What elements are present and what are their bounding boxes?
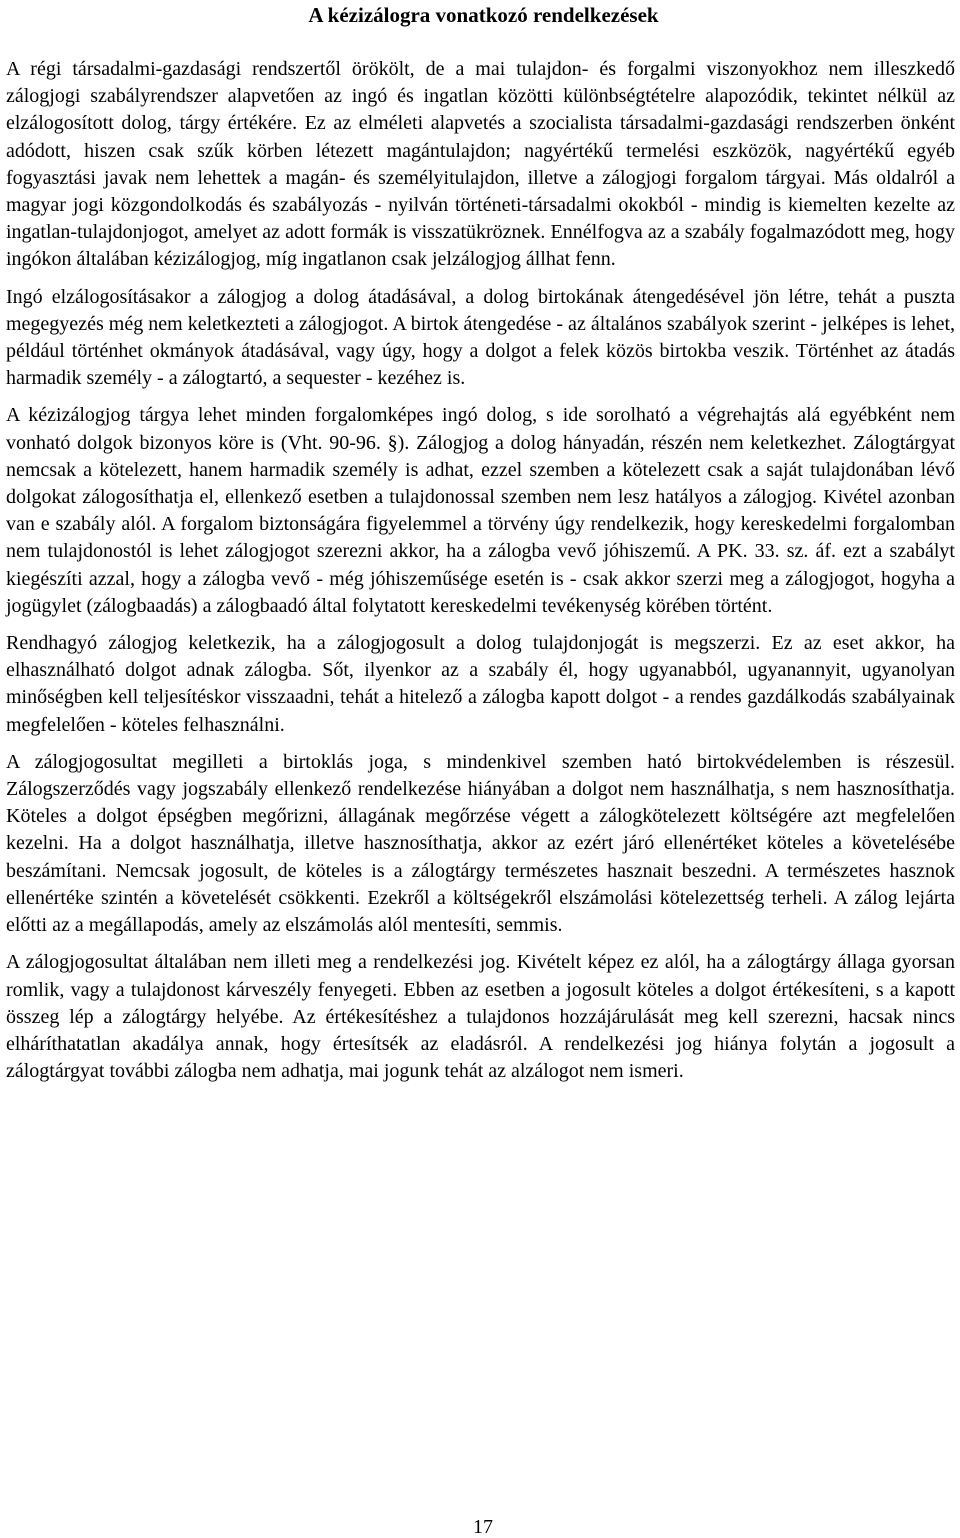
paragraph-2: Ingó elzálogosításakor a zálogjog a dolog átadásával, a dolog birtokának átengedésével jön létre, tehát a puszta megegyezés még nem keletkezteti a zálogjogot. A birtok átengedése - az általános szabályok szerint - jelképes is lehet, például történhet okmányok átadásával, vagy úgy, hogy a dolgot a felek közös birtokba veszik. Történhet az átadás harmadik személy - a zálogtartó, a sequester - kezéhez is. xyxy=(6,285,955,390)
page-title: A kézizálogra vonatkozó rendelkezések xyxy=(308,3,659,27)
paragraph-3: A kézizálogjog tárgya lehet minden forgalomképes ingó dolog, s ide sorolható a végrehajtás alá egyébként nem vonható dolgok bizonyos köre is (Vht. 90-96. §). Zálogjog a dolog hányadán, részén nem keletkezhet. Zálogtárgyat nemcsak a kötelezett, hanem harmadik személy is adhat, ezzel szemben a kötelezett csak a saját tulajdonában lévő dolgokat zálogosíthatja el, ellenkező esetben a tulajdonossal szemben nem lesz hatályos a zálogjog. Kivétel azonban van e szabály alól. A forgalom biztonságára figyelemmel a törvény úgy rendelkezik, hogy kereskedelmi forgalomban nem tulajdonostól is lehet zálogjogot szerezni akkor, ha a zálogba vevő jóhiszemű. A PK. 33. sz. áf. ezt a szabályt kiegészíti azzal, hogy a zálogba vevő - még jóhiszeműsége esetén is - csak akkor szerzi meg a zálogjogot, hogyha a jogügylet (zálogbaadás) a zálogbaadó által folytatott kereskedelmi tevékenység körében történt. xyxy=(6,404,955,617)
page-number: 17 xyxy=(473,1516,493,1538)
document-page xyxy=(6,0,955,1085)
paragraph-4: Rendhagyó zálogjog keletkezik, ha a zálogjogosult a dolog tulajdonjogát is megszerzi. Ez az eset akkor, ha elhasználható dolgot adnak zálogba. Sőt, ilyenkor az a szabály él, hogy ugyanabból, ugyanannyit, ugyanolyan minőségben kell teljesítéskor visszaadni, tehát a hitelező a zálogba kapott dolgot - a rendes gazdálkodás szabályainak megfelelően - köteles felhasználni. xyxy=(6,632,955,736)
paragraph-6: A zálogjogosultat általában nem illeti meg a rendelkezési jog. Kivételt képez ez alól, ha a zálogtárgy állaga gyorsan romlik, vagy a tulajdonost kárveszély fenyegeti. Ebben az esetben a jogosult köteles a dolgot értékesíteni, s a kapott összeg lép a zálogtárgy helyébe. Az értékesítéshez a tulajdonos hozzájárulását meg kell szerezni, hacsak nincs elháríthatatlan akadálya annak, hogy értesítsék az eladásról. A rendelkezési jog hiánya folytán a jogosult a zálogtárgyat további zálogba nem adhatja, mai jogunk tehát az alzálogot nem ismeri. xyxy=(6,951,955,1083)
paragraph-1: A régi társadalmi-gazdasági rendszertől örökölt, de a mai tulajdon- és forgalmi viszonyokhoz nem illeszkedő zálogjogi szabályrendszer alapvetően az ingó és ingatlan közötti különbségtételre alapozódik, tekintet nélkül az elzálogosított dolog, tárgy értékére. Ez az elméleti alapvetés a szocialista társadalmi-gazdasági rendszerben önként adódott, hiszen csak szűk körben létezett magántulajdon; nagyértékű termelési eszközök, nagyértékű egyéb fogyasztási javak nem lehettek a magán- és személyitulajdon, illetve a zálogjogi forgalom tárgyai. Más oldalról a magyar jogi közgondolkodás és szabályozás - nyilván történeti-társadalmi okokból - mindig is kiemelten kezelte az ingatlan-tulajdonjogot, amelyet az adott formák is visszatükröznek. Ennélfogva az a szabály fogalmazódott meg, hogy ingókon általában kézizálogjog, míg ingatlanon csak jelzálogjog állhat fenn. xyxy=(6,58,955,271)
paragraph-5: A zálogjogosultat megilleti a birtoklás joga, s mindenkivel szemben ható birtokvédelemben is részesül. Zálogszerződés vagy jogszabály ellenkező rendelkezése hiányában a dolgot nem használhatja, s nem hasznosíthatja. Köteles a dolgot épségben megőrizni, állagának megőrzése végett a zálogkötelezett költségére azt megfelelően kezelni. Ha a dolgot használhatja, illetve hasznosíthatja, akkor az ezért járó ellenértéket köteles a követelésébe beszámítani. Nemcsak jogosult, de köteles is a zálogtárgy természetes hasznait beszedni. A természetes hasznok ellenértéke szintén a követelését csökkenti. Ezekről a költségekről elszámolási kötelezettség terheli. A zálog lejárta előtti az a megállapodás, amely az elszámolás alól mentesíti, semmis. xyxy=(6,750,955,937)
